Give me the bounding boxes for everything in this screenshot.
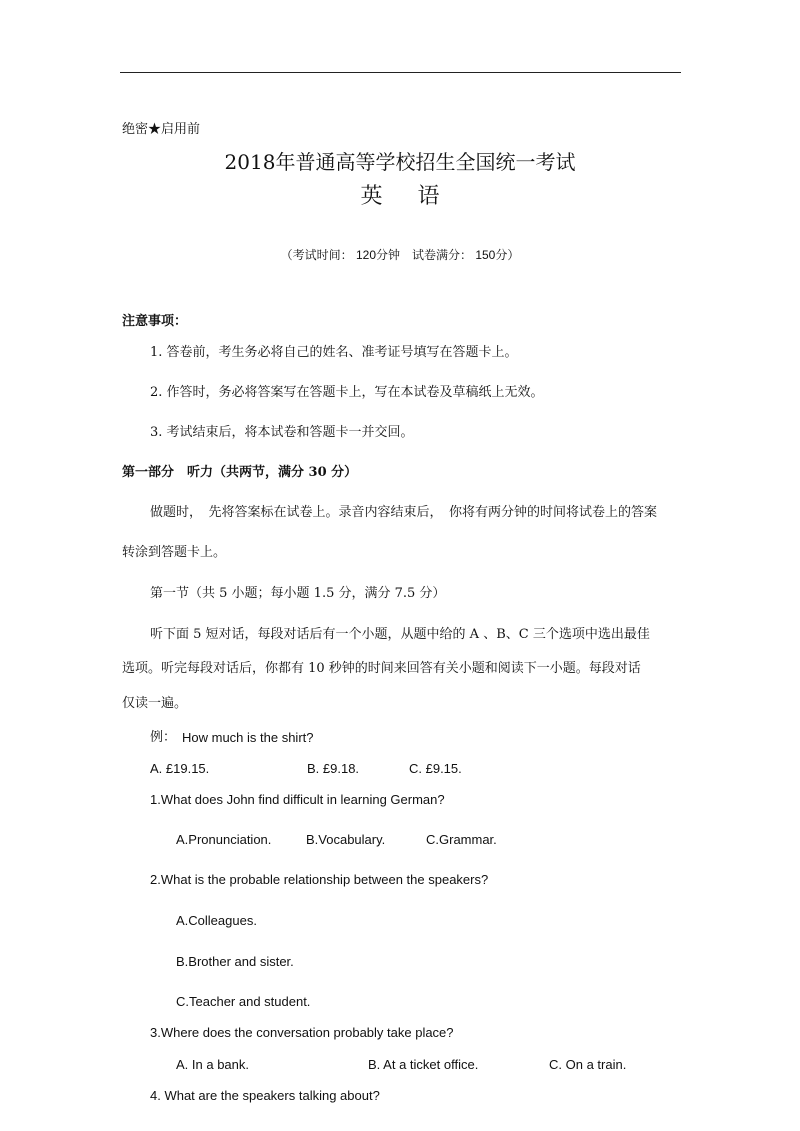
example-question: How much is the shirt? (182, 730, 314, 745)
q1-option-b: B.Vocabulary. (306, 832, 386, 847)
example-option-a: A. £19.15. (150, 761, 210, 776)
q3-option-a: A. In a bank. (176, 1057, 249, 1072)
q3-option-b: B. At a ticket office. (368, 1057, 479, 1072)
example-option-b: B. £9.18. (307, 761, 360, 776)
q1-option-a: A.Pronunciation. (176, 832, 272, 847)
note-item-1: 1. 答卷前，考生务必将自己的姓名、准考证号填写在答题卡上。 (150, 345, 518, 360)
section1-line-3: 仅读一遍。 (122, 696, 188, 711)
q1-option-c: C.Grammar. (426, 832, 497, 847)
question-2: 2.What is the probable relationship between the speakers? (150, 872, 489, 887)
q2-option-a: A.Colleagues. (176, 913, 257, 928)
q2-option-c: C.Teacher and student. (176, 994, 311, 1009)
section1-line-2: 选项。听完每段对话后，你都有 10 秒钟的时间来回答有关小题和阅读下一小题。每段对话 (122, 661, 641, 676)
header-rule (120, 72, 681, 73)
section1-heading: 第一节（共 5 小题；每小题 1.5 分，满分 7.5 分） (150, 586, 446, 601)
exam-title: 2018年普通高等学校招生全国统一考试 (224, 150, 576, 174)
notes-heading: 注意事项： (122, 314, 188, 329)
question-3: 3.Where does the conversation probably take place? (150, 1025, 454, 1040)
subject-title: 英 语 (360, 184, 454, 209)
note-item-3: 3. 考试结束后，将本试卷和答题卡一并交回。 (150, 425, 414, 440)
part1-instruction-line-2: 转涂到答题卡上。 (122, 545, 227, 560)
question-1: 1.What does John find difficult in learning German? (150, 792, 445, 807)
example-label: 例： (150, 730, 177, 745)
part1-heading: 第一部分 听力（共两节，满分 30 分） (122, 465, 358, 480)
confidential-mark: 绝密★启用前 (122, 122, 201, 137)
q2-option-b: B.Brother and sister. (176, 954, 294, 969)
section1-line-1: 听下面 5 短对话，每段对话后有一个小题，从题中给的 A 、B、C 三个选项中选出最佳 (150, 627, 650, 642)
question-4: 4. What are the speakers talking about? (150, 1088, 380, 1103)
exam-info: （考试时间： 120分钟 试卷满分： 150分） (280, 248, 520, 262)
q3-option-c: C. On a train. (549, 1057, 627, 1072)
part1-instruction-line-1: 做题时， 先将答案标在试卷上。录音内容结束后， 你将有两分钟的时间将试卷上的答案 (150, 505, 658, 520)
example-option-c: C. £9.15. (409, 761, 462, 776)
note-item-2: 2. 作答时，务必将答案写在答题卡上，写在本试卷及草稿纸上无效。 (150, 385, 544, 400)
